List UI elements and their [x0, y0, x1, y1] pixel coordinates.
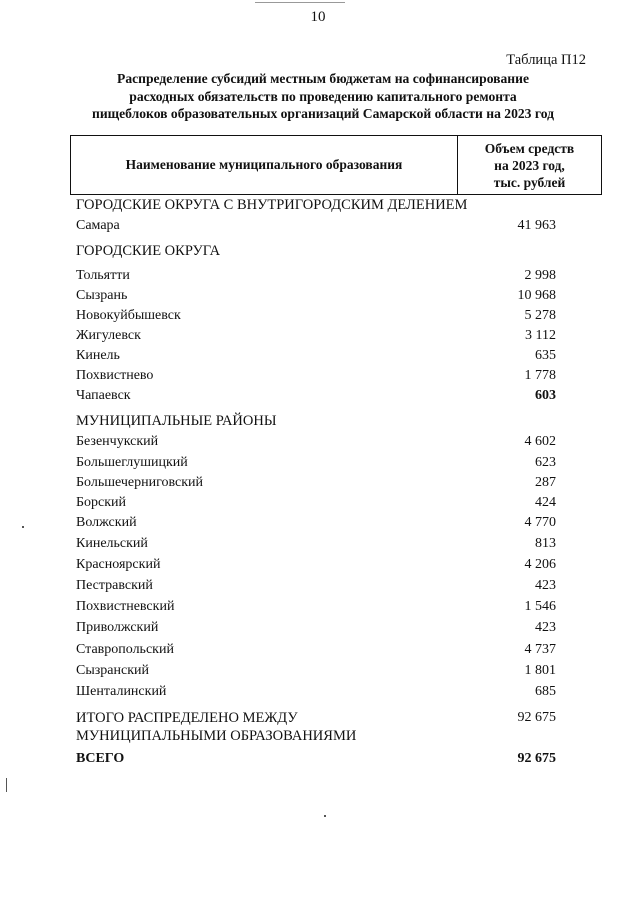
- row-name: Чапаевск: [76, 388, 131, 403]
- row-name: Борский: [76, 495, 127, 510]
- row-value: 1 778: [524, 368, 556, 383]
- row-name: Волжский: [76, 515, 137, 530]
- row-value: 1 801: [524, 663, 556, 678]
- section-title: МУНИЦИПАЛЬНЫЕ РАЙОНЫ: [76, 413, 277, 429]
- row-value: 5 278: [524, 308, 556, 323]
- table-row: [76, 556, 556, 574]
- scan-artifact: [22, 526, 24, 528]
- row-value: 423: [535, 620, 556, 635]
- table-row: [76, 307, 556, 325]
- row-value: 685: [535, 684, 556, 699]
- row-name: Безенчукский: [76, 434, 159, 449]
- table-row: [76, 287, 556, 305]
- header-volume-line: тыс. рублей: [493, 174, 566, 190]
- document-title: [60, 70, 586, 123]
- total-label-line: ИТОГО РАСПРЕДЕЛЕНО МЕЖДУ: [76, 710, 298, 726]
- row-value: 603: [535, 388, 556, 403]
- header-name-column: Наименование муниципального образования: [71, 136, 458, 194]
- page-number: 10: [310, 9, 326, 25]
- row-name: Новокуйбышевск: [76, 308, 181, 323]
- table-row: [76, 619, 556, 637]
- header-volume-line: Объем средств: [484, 140, 575, 156]
- row-name: Самара: [76, 218, 120, 233]
- row-value: 2 998: [524, 268, 556, 283]
- row-value: 813: [535, 536, 556, 551]
- scan-artifact: [255, 2, 345, 3]
- total-label-line: МУНИЦИПАЛЬНЫМИ ОБРАЗОВАНИЯМИ: [76, 728, 357, 744]
- total-value: 92 675: [517, 710, 556, 725]
- title-line: пищеблоков образовательных организаций Самарской области на 2023 год: [91, 106, 554, 121]
- grand-total-value: 92 675: [517, 751, 556, 766]
- row-name: Пестравский: [76, 578, 153, 593]
- row-name: Кинель: [76, 348, 120, 363]
- header-volume-line: на 2023 год,: [494, 157, 565, 173]
- table-header: [70, 135, 602, 195]
- grand-total-label: ВСЕГО: [76, 751, 125, 766]
- row-value: 623: [535, 455, 556, 470]
- table-row: [76, 641, 556, 659]
- row-name: Жигулевск: [76, 328, 141, 343]
- row-name: Сызранский: [76, 663, 149, 678]
- row-name: Тольятти: [76, 268, 130, 283]
- scan-artifact: [324, 815, 326, 817]
- row-value: 4 770: [524, 515, 556, 530]
- row-name: Приволжский: [76, 620, 159, 635]
- row-name: Ставропольский: [76, 642, 174, 657]
- table-id: Таблица П12: [506, 52, 586, 68]
- row-value: 635: [535, 348, 556, 363]
- table-row: [76, 217, 556, 235]
- table-row: [76, 267, 556, 285]
- row-name: Большеглушицкий: [76, 455, 188, 470]
- table-row: [76, 683, 556, 701]
- table-row: [76, 387, 556, 405]
- table-row: [76, 598, 556, 616]
- row-name: Похвистнево: [76, 368, 154, 383]
- row-value: 10 968: [517, 288, 556, 303]
- scan-artifact: [6, 778, 7, 792]
- row-value: 3 112: [525, 328, 556, 343]
- table-row: [76, 327, 556, 345]
- row-name: Большечерниговский: [76, 475, 204, 490]
- row-name: Похвистневский: [76, 599, 175, 614]
- row-name: Красноярский: [76, 557, 161, 572]
- row-value: 424: [535, 495, 556, 510]
- total-row: [76, 709, 556, 745]
- row-name: Сызрань: [76, 288, 128, 303]
- table-row: [76, 474, 556, 492]
- table-row: [76, 367, 556, 385]
- table-row: [76, 662, 556, 680]
- grand-total-row: [76, 751, 556, 767]
- title-line: Распределение субсидий местным бюджетам на софинансирование: [117, 71, 529, 86]
- row-value: 4 737: [524, 642, 556, 657]
- row-name: Шенталинский: [76, 684, 167, 699]
- row-value: 41 963: [517, 218, 556, 233]
- row-value: 1 546: [524, 599, 556, 614]
- header-volume-column: [458, 136, 601, 194]
- row-value: 287: [535, 475, 556, 490]
- title-line: расходных обязательств по проведению капитального ремонта: [129, 88, 517, 104]
- table-row: [76, 535, 556, 553]
- table-row: [76, 494, 556, 512]
- row-value: 423: [535, 578, 556, 593]
- table-row: [76, 577, 556, 595]
- table-row: [76, 514, 556, 532]
- table-row: [76, 347, 556, 365]
- row-value: 4 206: [524, 557, 556, 572]
- row-name: Кинельский: [76, 536, 148, 551]
- section-title: ГОРОДСКИЕ ОКРУГА С ВНУТРИГОРОДСКИМ ДЕЛЕНИЕМ: [76, 197, 468, 213]
- row-value: 4 602: [524, 434, 556, 449]
- section-title: ГОРОДСКИЕ ОКРУГА: [76, 243, 221, 259]
- table-row: [76, 433, 556, 451]
- table-row: [76, 454, 556, 472]
